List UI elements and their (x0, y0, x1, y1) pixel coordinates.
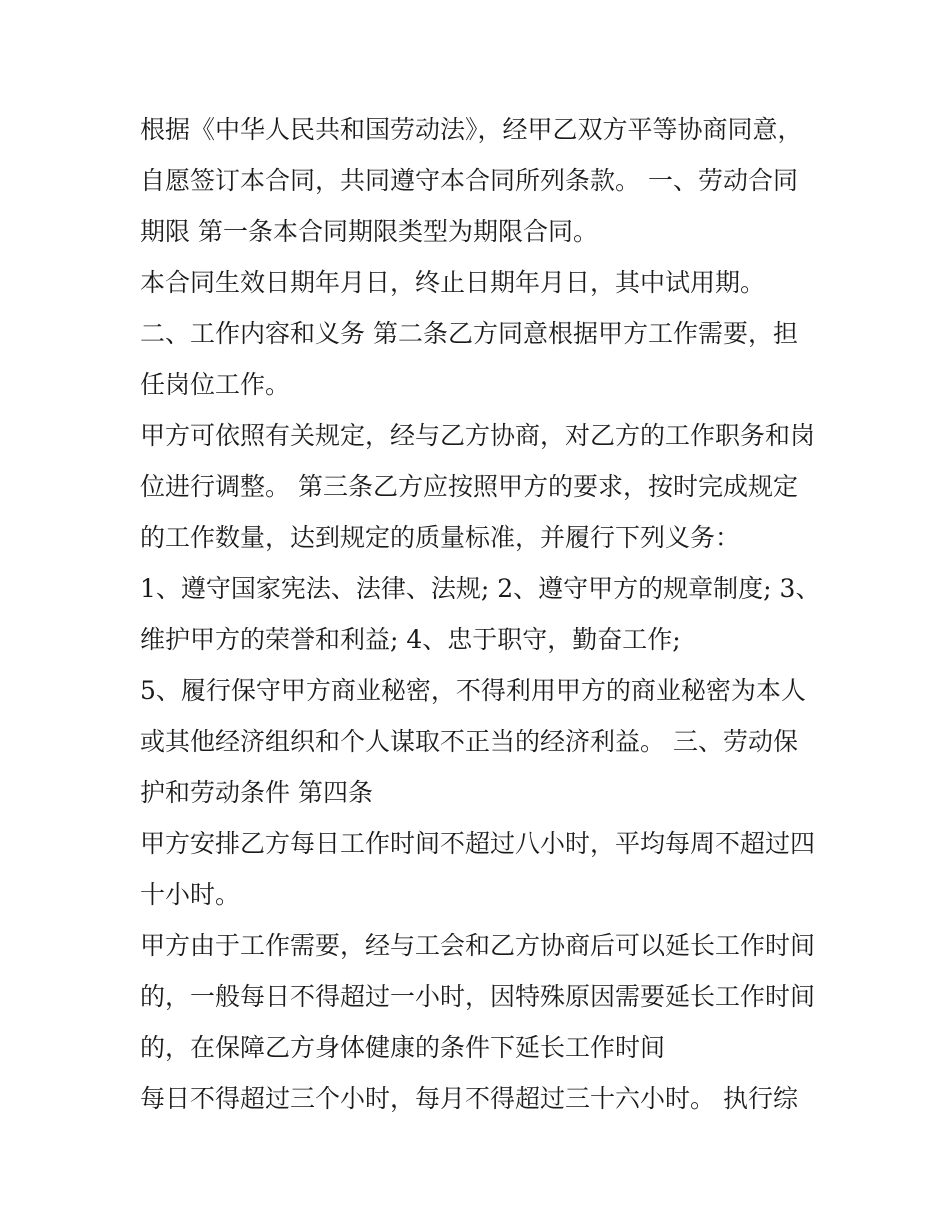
text-line-1: 根据《中华人民共和国劳动法》，经甲乙双方平等协商同意， (140, 115, 803, 144)
text-line-14: 护和劳动条件 第四条 (140, 778, 373, 807)
text-line-13: 或其他经济组织和个人谋取不正当的经济利益。 三、劳动保 (140, 727, 798, 756)
text-line-12: 5、履行保守甲方商业秘密，不得利用甲方的商业秘密为本人 (140, 676, 806, 705)
contract-body-text (140, 104, 830, 1124)
text-line-20: 每日不得超过三个小时，每月不得超过三十六小时。 执行综 (140, 1084, 798, 1113)
text-line-15: 甲方安排乙方每日工作时间不超过八小时，平均每周不超过四 (140, 829, 816, 858)
text-line-19: 的，在保障乙方身体健康的条件下延长工作时间 (140, 1033, 666, 1062)
text-line-4: 本合同生效日期年月日，终止日期年月日，其中试用期。 (140, 268, 766, 297)
text-line-10: 1、遵守国家宪法、法律、法规; 2、遵守甲方的规章制度; 3、 (140, 574, 821, 603)
text-line-6: 任岗位工作。 (140, 370, 291, 399)
text-line-5: 二、工作内容和义务 第二条乙方同意根据甲方工作需要，担 (140, 319, 798, 348)
text-line-8: 位进行调整。 第三条乙方应按照甲方的要求，按时完成规定 (140, 472, 798, 501)
text-line-7: 甲方可依照有关规定，经与乙方协商，对乙方的工作职务和岗 (140, 421, 816, 450)
text-line-18: 的，一般每日不得超过一小时，因特殊原因需要延长工作时间 (140, 982, 816, 1011)
text-line-11: 维护甲方的荣誉和利益; 4、忠于职守，勤奋工作; (140, 625, 681, 654)
text-line-2: 自愿签订本合同，共同遵守本合同所列条款。 一、劳动合同 (140, 166, 798, 195)
text-line-9: 的工作数量，达到规定的质量标准，并履行下列义务： (140, 523, 741, 552)
text-line-16: 十小时。 (140, 880, 241, 909)
text-line-17: 甲方由于工作需要，经与工会和乙方协商后可以延长工作时间 (140, 931, 816, 960)
text-line-3: 期限 第一条本合同期限类型为期限合同。 (140, 217, 598, 246)
